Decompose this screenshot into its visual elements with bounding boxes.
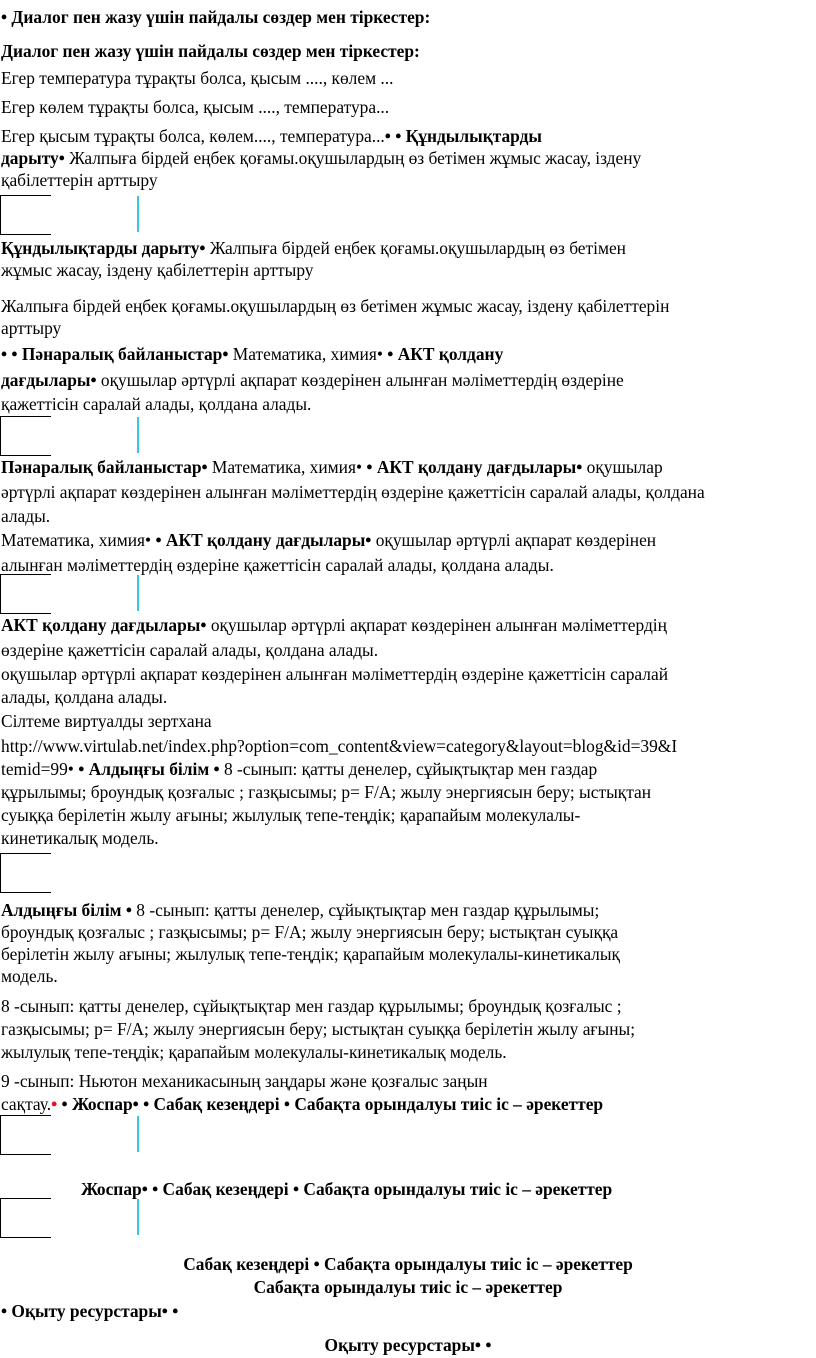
text-line-pressure bbox=[1, 125, 812, 147]
placeholder-box bbox=[0, 574, 51, 614]
text-grade8: 8 -сынып: қатты денелер, сұйықтықтар мен газдар bbox=[219, 759, 598, 779]
cursor-marker bbox=[137, 196, 139, 232]
text-line-prior-knowledge-4: кинетикалық модель. bbox=[1, 828, 159, 848]
text-line-interdisciplinary-4 bbox=[1, 456, 812, 478]
heading-ict-3: • АКТ қолдану дағдылары• bbox=[155, 530, 372, 550]
text-line-plan-1 bbox=[1, 1093, 812, 1115]
cursor-marker bbox=[137, 1116, 139, 1152]
heading-dialog-phrases-repeat: Диалог пен жазу үшін пайдалы сөздер мен тіркестер: bbox=[1, 41, 420, 61]
heading-plan: • Жоспар• • Сабақ кезеңдері • Сабақта орындалуы тиіс іс – әрекеттер bbox=[57, 1094, 604, 1114]
text-values-desc-2: Жалпыға бірдей еңбек қоғамы.оқушылардың өз бетімен bbox=[205, 238, 626, 258]
heading-lesson-actions: Сабақта орындалуы тиіс іс – әрекеттер bbox=[253, 1277, 563, 1297]
text-line-interdisciplinary-1 bbox=[1, 343, 812, 365]
text-line-ict-3: оқушылар әртүрлі ақпарат көздерінен алынған мәліметтердің өздеріне қажеттісін саралай bbox=[1, 664, 669, 684]
text-line-values-5: Жалпыға бірдей еңбек қоғамы.оқушылардың өз бетімен жұмыс жасау, іздену қабілеттерін bbox=[1, 296, 670, 316]
heading-values-tail: дарыту• bbox=[1, 148, 65, 168]
text-line-interdisciplinary-3: қажеттісін саралай алады, қолдана алады. bbox=[1, 394, 312, 414]
text-grade8-2: 8 -сынып: қатты денелер, сұйықтықтар мен газдар құрылымы; bbox=[131, 900, 600, 920]
text-line-prior-knowledge-6: броундық қозғалыс ; газқысымы; p= F/A; жылу энергиясын беру; ыстықтан суыққа bbox=[1, 922, 619, 942]
heading-prior-knowledge-2: Алдыңғы білім • bbox=[1, 900, 132, 920]
text-line-prior-knowledge-2: құрылымы; броундық қозғалыс ; газқысымы; p= F/A; жылу энергиясын беру; ыстықтан bbox=[1, 782, 652, 802]
text-ict-desc-4: оқушылар әртүрлі ақпарат көздерінен алынған мәліметтердің bbox=[206, 615, 667, 635]
text-line-grade8-2: газқысымы; p= F/A; жылу энергиясын беру; ыстықтан суыққа берілетін жылу ағыны; bbox=[1, 1019, 636, 1039]
heading-plan-2: Жоспар• • Сабақ кезеңдері • Сабақта орындалуы тиіс іс – әрекеттер bbox=[81, 1179, 613, 1199]
heading-dialog-phrases: • Диалог пен жазу үшін пайдалы сөздер мен тіркестер: bbox=[1, 7, 431, 27]
text-math-chem-3: Математика, химия• bbox=[1, 530, 156, 550]
text-line-volume: Егер көлем тұрақты болса, қысым ...., температура... bbox=[1, 97, 390, 117]
heading-ict: • АКТ қолдану bbox=[387, 344, 504, 364]
heading-prior-knowledge: • Алдыңғы білім • bbox=[78, 759, 220, 779]
heading-ict-4: АКТ қолдану дағдылары• bbox=[1, 615, 207, 635]
text-ict-desc: оқушылар әртүрлі ақпарат көздерінен алынған мәліметтердің өздеріне bbox=[96, 370, 624, 390]
text-line-values-4: жұмыс жасау, іздену қабілеттерін арттыру bbox=[1, 260, 314, 280]
text-line-grade9: 9 -сынып: Ньютон механикасының заңдары және қозғалыс заңын bbox=[1, 1071, 488, 1091]
heading-ict-2: • АКТ қолдану дағдылары• bbox=[366, 457, 583, 477]
text-line-prior-knowledge-8: модель. bbox=[1, 966, 58, 986]
text-ict-desc-3: оқушылар әртүрлі ақпарат көздерінен bbox=[371, 530, 657, 550]
text-line-ict-2: өздеріне қажеттісін саралай алады, қолдана алады. bbox=[1, 640, 379, 660]
text-line-prior-knowledge-1 bbox=[1, 758, 812, 780]
text-line-prior-knowledge-7: берілетін жылу ағыны; жылулық тепе-теңдік; қарапайым молекулалы-кинетикалық bbox=[1, 944, 620, 964]
text-line-grade8-3: жылулық тепе-теңдік; қарапайым молекулалы-кинетикалық модель. bbox=[1, 1042, 507, 1062]
text-line-values-2: қабілеттерін арттыру bbox=[1, 170, 158, 190]
text-line-interdisciplinary-2 bbox=[1, 369, 812, 391]
heading-values-2: Құндылықтарды дарыту• bbox=[1, 238, 206, 258]
text-line-prior-knowledge-5 bbox=[1, 899, 812, 921]
cursor-marker bbox=[137, 417, 139, 453]
placeholder-box bbox=[0, 853, 51, 893]
red-bullet: • bbox=[51, 1094, 58, 1114]
placeholder-box bbox=[0, 1198, 51, 1238]
heading-ict-tail: дағдылары• bbox=[1, 370, 97, 390]
text-math-chem: Математика, химия• bbox=[228, 344, 388, 364]
text-math-chem-2: Математика, химия• bbox=[207, 457, 367, 477]
text-line-values-6: арттыру bbox=[1, 318, 62, 338]
text-pressure-phrase: Егер қысым тұрақты болса, көлем...., температура... bbox=[1, 126, 385, 146]
heading-interdisciplinary: • • Пәнаралық байланыстар• bbox=[1, 344, 229, 364]
text-students: оқушылар bbox=[582, 457, 663, 477]
heading-lesson-stages: Сабақ кезеңдері • Сабақта орындалуы тиіс іс – әрекеттер bbox=[183, 1254, 633, 1274]
cursor-marker bbox=[137, 1199, 139, 1235]
heading-teaching-resources: • Оқыту ресурстары• • bbox=[1, 1301, 179, 1321]
text-line-grade8-1: 8 -сынып: қатты денелер, сұйықтықтар мен газдар құрылымы; броундық қозғалыс ; bbox=[1, 996, 622, 1016]
text-line-temperature: Егер температура тұрақты болса, қысым ...., көлем ... bbox=[1, 68, 394, 88]
text-line-ict-1 bbox=[1, 614, 812, 636]
heading-values: • • Құндылықтарды bbox=[384, 126, 542, 146]
text-values-desc: Жалпыға бірдей еңбек қоғамы.оқушылардың өз бетімен жұмыс жасау, іздену bbox=[64, 148, 642, 168]
text-line-math-chem-2: алынған мәліметтердің өздеріне қажеттісін саралай алады, қолдана алады. bbox=[1, 555, 554, 575]
text-line-prior-knowledge-3: суыққа берілетін жылу ағыны; жылулық тепе-теңдік; қарапайым молекулалы- bbox=[1, 805, 581, 825]
virtual-lab-link-tail[interactable]: temid=99• bbox=[1, 759, 79, 779]
text-conservation: сақтау. bbox=[1, 1094, 52, 1114]
text-line-interdisciplinary-5: әртүрлі ақпарат көздерінен алынған мәліметтердің өздеріне қажеттісін саралай алады, қолдана bbox=[1, 482, 705, 502]
heading-interdisciplinary-2: Пәнаралық байланыстар• bbox=[1, 457, 208, 477]
text-line-ict-4: алады, қолдана алады. bbox=[1, 687, 168, 707]
placeholder-box bbox=[0, 195, 51, 235]
text-line-virtual-lab: Сілтеме виртуалды зертхана bbox=[1, 711, 212, 731]
text-line-interdisciplinary-6: алады. bbox=[1, 506, 51, 526]
placeholder-box bbox=[0, 1115, 51, 1155]
placeholder-box bbox=[0, 416, 51, 456]
cursor-marker bbox=[137, 575, 139, 611]
text-line-values-3 bbox=[1, 237, 812, 259]
text-line-values-1 bbox=[1, 147, 812, 169]
virtual-lab-link[interactable]: http://www.virtulab.net/index.php?option=com_content&view=category&layout=blog&id=39&I bbox=[1, 736, 678, 756]
heading-teaching-resources-2: Оқыту ресурстары• • bbox=[324, 1335, 492, 1355]
text-line-math-chem bbox=[1, 529, 812, 551]
